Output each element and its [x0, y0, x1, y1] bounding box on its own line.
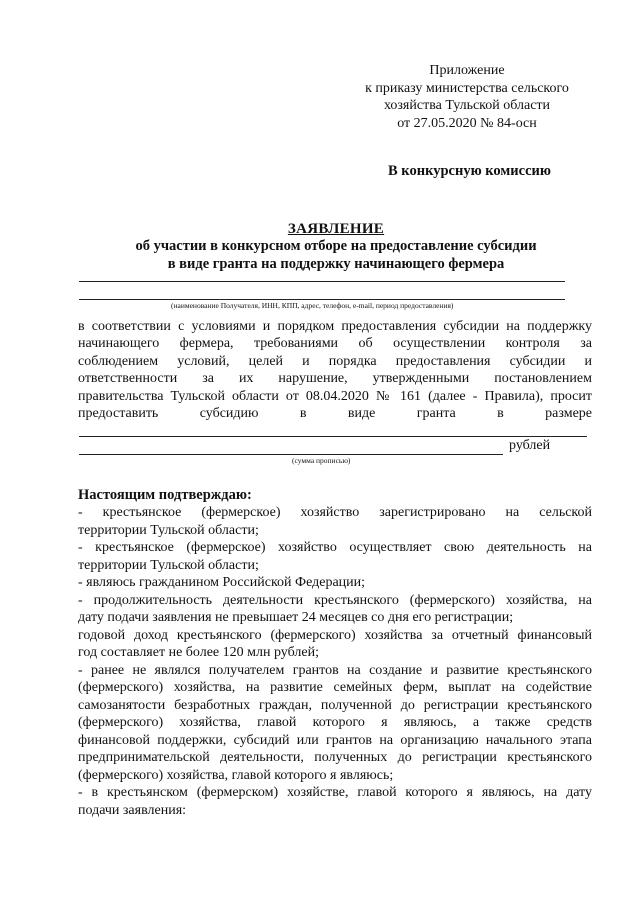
paragraph-line: в соответствии с условиями и порядком предоставления субсидии на поддержку: [78, 319, 592, 334]
confirm-line: - ранее не являлся получателем грантов на создание и развитие крестьянского: [78, 662, 592, 678]
confirm-line: год составляет не более 120 млн рублей;: [78, 645, 319, 660]
amount-currency: рублей: [509, 438, 551, 453]
paragraph-line: начинающего фермера, требованиями об осуществлении контроля за: [78, 336, 592, 352]
confirm-line: (фермерского) хозяйства, на развитие семейных ферм, выплат на содействие: [78, 680, 592, 695]
confirm-line: территории Тульской области;: [78, 522, 259, 538]
applicant-line-2: [79, 299, 565, 300]
confirm-list: [78, 504, 592, 819]
appendix-line: Приложение: [429, 63, 505, 78]
paragraph-line: соблюдением условий, целей и порядка предоставления субсидии и: [78, 353, 592, 369]
confirm-line: (фермерского) хозяйства, главой которого я являюсь;: [78, 767, 394, 783]
applicant-line-1: [79, 281, 565, 282]
confirm-line: - крестьянское (фермерское) хозяйство зарегистрировано на сельской: [78, 505, 592, 520]
paragraph-line: правительства Тульской области от 08.04.2020 № 161 (далее - Правила), просит: [78, 388, 592, 404]
confirm-line: - являюсь гражданином Российской Федерации;: [78, 575, 366, 590]
appendix-header: [352, 62, 582, 132]
request-paragraph: [78, 318, 592, 422]
confirm-line: - продолжительность деятельности крестьянского (фермерского) хозяйства, на: [78, 592, 592, 608]
confirm-line: территории Тульской области;: [78, 557, 259, 573]
title-main: ЗАЯВЛЕНИЕ: [287, 221, 385, 237]
appendix-line: от 27.05.2020 № 84-осн: [397, 115, 537, 131]
confirm-line: предпринимательской деятельности, полученных до регистрации крестьянского: [78, 750, 592, 765]
confirm-line: финансовой поддержки, субсидий или грантов на организацию начального этапа: [78, 732, 592, 748]
confirm-heading: Настоящим подтверждаю:: [78, 487, 252, 503]
paragraph-line: ответственности за их нарушение, утвержденными постановлением: [78, 371, 592, 387]
confirm-line: дату подачи заявления не превышает 24 месяцев со дня его регистрации;: [78, 610, 514, 625]
document-title: [76, 220, 596, 273]
confirm-line: (фермерского) хозяйства, главой которого я являюсь, а также средств: [78, 715, 592, 730]
amount-line-2: [79, 454, 503, 455]
amount-line-1: [79, 436, 587, 437]
addressee: В конкурсную комиссию: [388, 163, 551, 179]
title-subtitle-line-2: в виде гранта на поддержку начинающего фермера: [167, 255, 505, 272]
appendix-line: к приказу министерства сельского: [365, 80, 569, 96]
confirm-line: самозанятости безработных граждан, полученной до регистрации крестьянского: [78, 697, 592, 713]
applicant-caption: (наименование Получателя, ИНН, КПП, адрес, телефон, e-mail, период предоставления): [171, 301, 454, 310]
paragraph-line: предоставить субсидию в виде гранта в размере: [78, 406, 592, 422]
confirm-line: - в крестьянском (фермерском) хозяйстве, главой которого я являюсь, на дату: [78, 785, 592, 800]
appendix-line: хозяйства Тульской области: [383, 98, 551, 113]
confirm-line: годовой доход крестьянского (фермерского) хозяйства за отчетный финансовый: [78, 627, 592, 643]
confirm-line: - крестьянское (фермерское) хозяйство осуществляет свою деятельность на: [78, 540, 592, 555]
amount-caption: (сумма прописью): [292, 456, 351, 465]
title-subtitle-line-1: об участии в конкурсном отборе на предоставление субсидии: [135, 238, 537, 254]
confirm-line: подачи заявления:: [78, 802, 187, 818]
